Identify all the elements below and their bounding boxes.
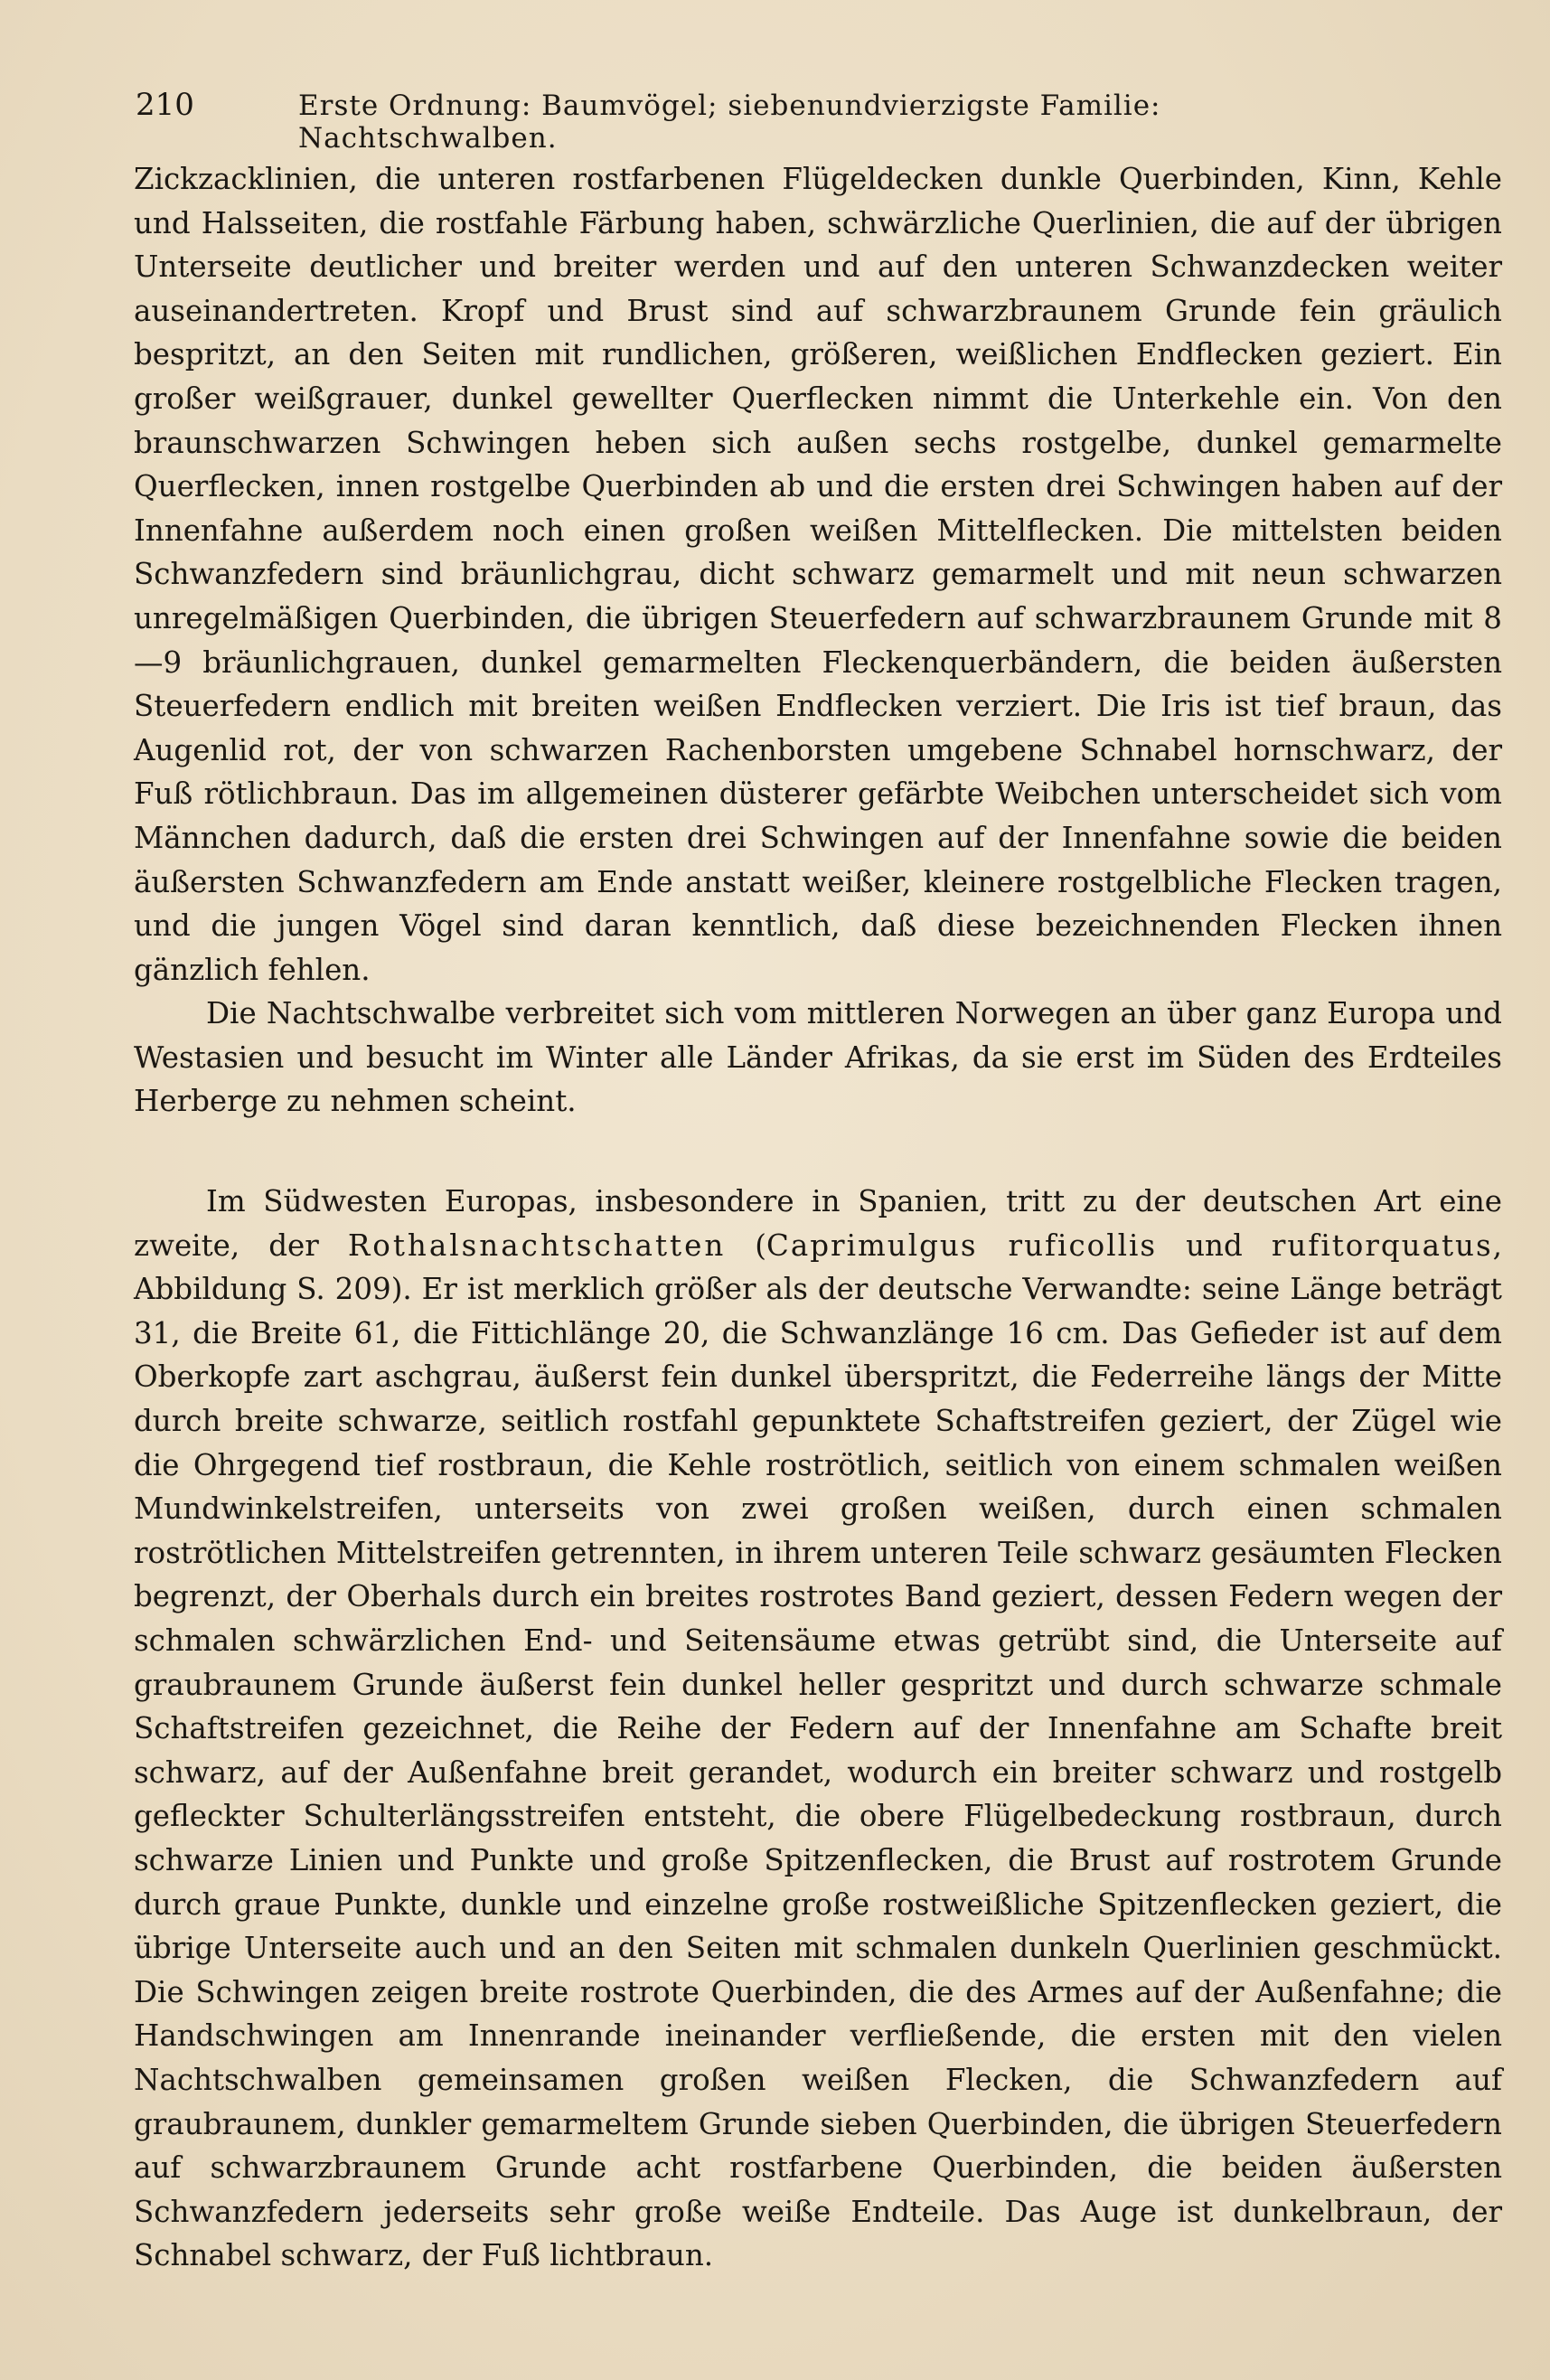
- running-title: Erste Ordnung: Baumvögel; siebenundvierzigste Familie: Nachtschwalben.: [298, 89, 1161, 155]
- section-gap: [134, 1124, 1502, 1180]
- latin-name-rufitorquatus: rufitorquatus: [1271, 1228, 1493, 1263]
- page-number: 210: [136, 87, 194, 123]
- species-name-rothalsnachtschatten: Rothalsnachtschatten: [347, 1228, 727, 1263]
- paragraph-1: Zickzacklinien, die unteren rostfarbenen Flügeldecken dunkle Querbinden, Kinn, Kehle und Halsseiten, die rostfahle Färbung haben, schwärzliche Querlinien, die auf der übrigen Unterseite deutlicher und breiter werden und auf den unteren Schwanzdecken weiter auseinandertreten. Kropf und Brust sind auf schwarzbraunem Grunde fein gräulich bespritzt, an den Seiten mit rundlichen, größeren, weißlichen Endflecken geziert. Ein großer weißgrauer, dunkel gewellter Querflecken nimmt die Unterkehle ein. Von den braunschwarzen Schwingen heben sich außen sechs rostgelbe, dunkel gemarmelte Querflecken, innen rostgelbe Querbinden ab und die ersten drei Schwingen haben auf der Innenfahne außerdem noch einen großen weißen Mittelflecken. Die mittelsten beiden Schwanzfedern sind bräunlichgrau, dicht schwarz gemarmelt und mit neun schwarzen unregelmäßigen Querbinden, die übrigen Steuerfedern auf schwarzbraunem Grunde mit 8—9 bräunlichgrauen, dunkel gemarmelten Fleckenquerbändern, die beiden äußersten Steuerfedern endlich mit breiten weißen Endflecken verziert. Die Iris ist tief braun, das Augenlid rot, der von schwarzen Rachenborsten umgebene Schnabel hornschwarz, der Fuß rötlichbraun. Das im allgemeinen düsterer gefärbte Weibchen unterscheidet sich vom Männchen dadurch, daß die ersten drei Schwingen auf der Innenfahne sowie die beiden äußersten Schwanzfedern am Ende anstatt weißer, kleinere rostgelbliche Flecken tragen, und die jungen Vögel sind daran kenntlich, daß diese bezeichnenden Flecken ihnen gänzlich fehlen.: [134, 162, 1502, 987]
- page-body: [134, 157, 1502, 2278]
- paragraph-3-text-b: (: [726, 1228, 766, 1263]
- paragraph-3-text-c: und: [1157, 1228, 1272, 1263]
- paragraph-3: [134, 1180, 1502, 2278]
- running-header: [136, 87, 1342, 155]
- paragraph-2: Die Nachtschwalbe verbreitet sich vom mittleren Norwegen an über ganz Europa und Westasien und besucht im Winter alle Länder Afrikas, da sie erst im Süden des Erdteiles Herberge zu nehmen scheint.: [134, 996, 1502, 1119]
- paragraph-3-text-a: Im Südwesten Europas, insbesondere in Spanien, tritt zu der deutschen Art eine zweite, der: [134, 1184, 1502, 1263]
- paragraph-3-text-d: , Abbildung S. 209). Er ist merklich größer als der deutsche Verwandte: seine Länge beträgt 31, die Breite 61, die Fittichlänge 20, die Schwanzlänge 16 cm. Das Gefieder ist auf dem Oberkopfe zart aschgrau, äußerst fein dunkel überspritzt, die Federreihe längs der Mitte durch breite schwarze, seitlich rostfahl gepunktete Schaftstreifen geziert, der Zügel wie die Ohrgegend tief rostbraun, die Kehle roströtlich, seitlich von einem schmalen weißen Mundwinkelstreifen, unterseits von zwei großen weißen, durch einen schmalen roströtlichen Mittelstreifen getrennten, in ihrem unteren Teile schwarz gesäumten Flecken begrenzt, der Oberhals durch ein breites rostrotes Band geziert, dessen Federn wegen der schmalen schwärzlichen End- und Seitensäume etwas getrübt sind, die Unterseite auf graubraunem Grunde äußerst fein dunkel heller gespritzt und durch schwarze schmale Schaftstreifen gezeichnet, die Reihe der Federn auf der Innenfahne am Schafte breit schwarz, auf der Außenfahne breit gerandet, wodurch ein breiter schwarz und rostgelb gefleckter Schulterlängsstreifen entsteht, die obere Flügelbedeckung rostbraun, durch schwarze Linien und Punkte und große Spitzenflecken, die Brust auf rostrotem Grunde durch graue Punkte, dunkle und einzelne große rostweißliche Spitzenflecken geziert, die übrige Unterseite auch und an den Seiten mit schmalen dunkeln Querlinien geschmückt. Die Schwingen zeigen breite rostrote Querbinden, die des Armes auf der Außenfahne; die Handschwingen am Innenrande ineinander verfließende, die ersten mit den vielen Nachtschwalben gemeinsamen großen weißen Flecken, die Schwanzfedern auf graubraunem, dunkler gemarmeltem Grunde sieben Querbinden, die übrigen Steuerfedern auf schwarzbraunem Grunde acht rostfarbene Querbinden, die beiden äußersten Schwanzfedern jederseits sehr große weiße Endteile. Das Auge ist dunkelbraun, der Schnabel schwarz, der Fuß lichtbraun.: [134, 1228, 1503, 2273]
- latin-name-ruficollis: Caprimulgus ruficollis: [766, 1228, 1158, 1263]
